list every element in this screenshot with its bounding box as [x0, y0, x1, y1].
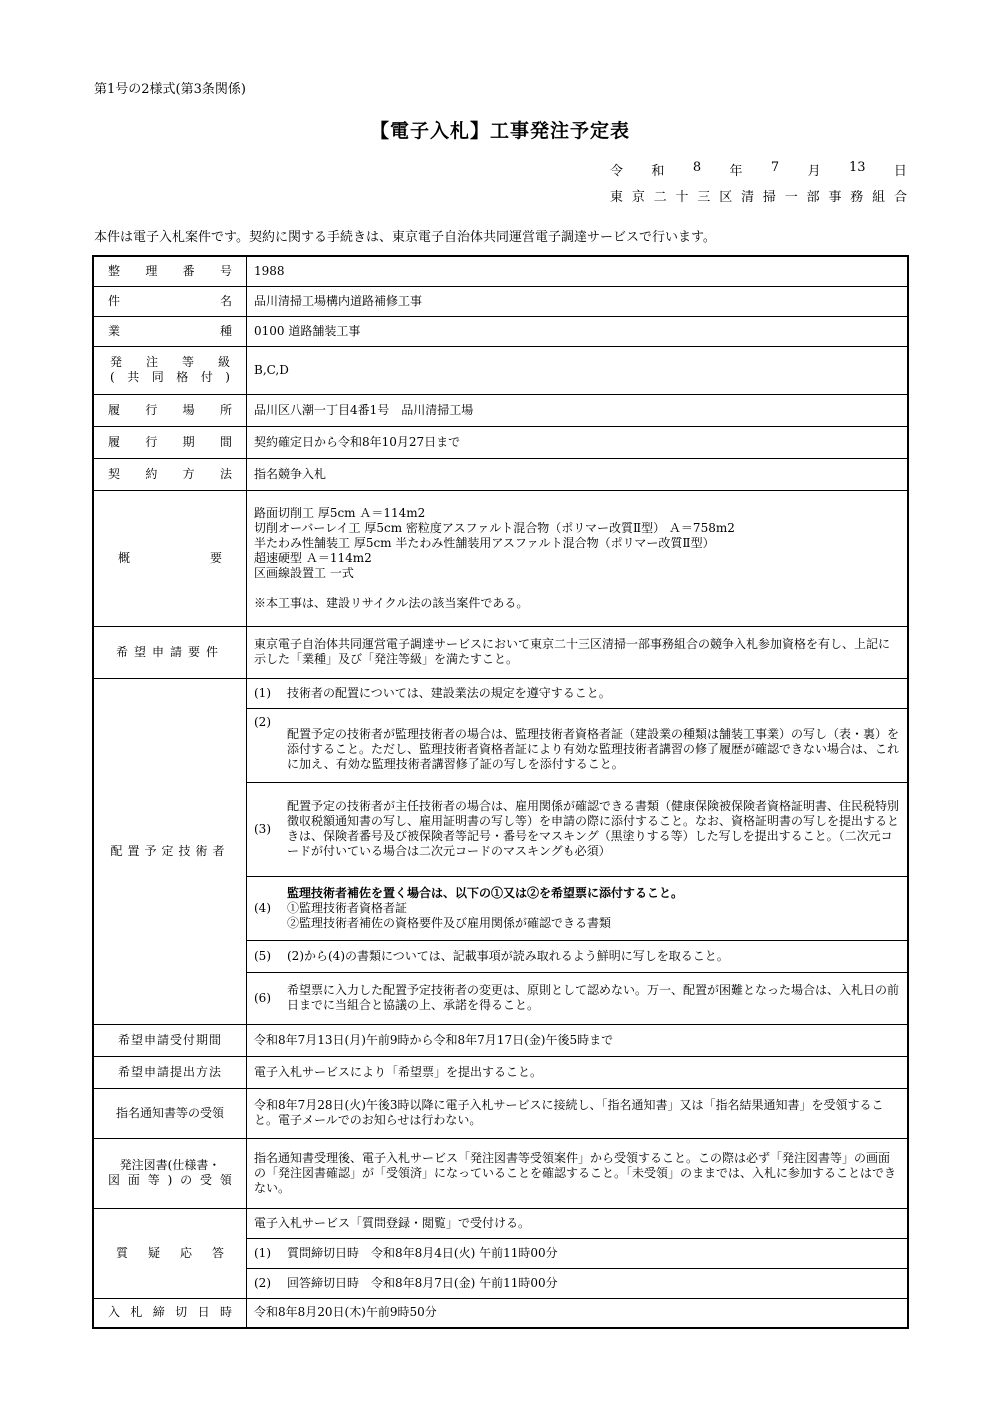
item-text: 質問締切日時 令和8年8月4日(火) 午前11時00分	[287, 1245, 558, 1260]
label-text: 発注図書(仕様書・	[119, 1158, 221, 1172]
label-char: 種	[219, 323, 232, 338]
date-char: 8	[692, 160, 702, 175]
industry-value: 0100 道路舗装工事	[247, 316, 909, 346]
label-text: 指名通知書等の受領	[115, 1105, 224, 1120]
item-number: (1)	[254, 1245, 271, 1260]
table-row	[93, 1056, 908, 1088]
engineer-item-4	[247, 876, 909, 940]
table-row	[93, 458, 908, 490]
label-char: 質	[116, 1245, 129, 1260]
qa-item	[247, 1268, 909, 1298]
org-char: 清	[741, 190, 755, 205]
date-char: 7	[770, 160, 780, 175]
label-char: 概	[118, 550, 131, 565]
item-text: 配置予定の技術者が監理技術者の場合は、監理技術者資格者証（建設業の種類は舗装工事業）の写し（表・裏）を添付すること。ただし、監理技術者資格者証により有効な監理技術者講習の修了履歴が確認できない場合は、これに加え、有効な監理技術者講習修了証の写しを添付すること。	[287, 726, 900, 771]
order-grade-value: B,C,D	[247, 346, 909, 394]
submission-method-value: 電子入札サービスにより「希望票」を提出すること。	[247, 1056, 909, 1088]
label-text: 希望申請要件	[115, 644, 224, 659]
table-row	[93, 256, 908, 286]
label-char: 日	[197, 1305, 210, 1320]
overview-line: 超速硬型 Ａ＝114m2	[254, 550, 372, 565]
item-number: (2)	[254, 714, 271, 729]
org-char: 三	[697, 190, 711, 205]
engineer-item-5	[247, 940, 909, 972]
item-text: 配置予定の技術者が主任技術者の場合は、雇用関係が確認できる書類（健康保険被保険者資格証明書、住民税特別徴収税額通知書の写し、雇用証明書の写し等）を申請の際に添付すること。なお、資格証明書の写しを提出するときは、保険者番号及び被保険者等記号・番号をマスキング（黒塗りする等）した写しを提出すること。（二次元コードが付いている場合は二次元コードのマスキングも必須）	[287, 799, 900, 858]
org-char: 務	[850, 190, 864, 205]
contract-method-value: 指名競争入札	[247, 458, 909, 490]
org-char: 十	[675, 190, 689, 205]
label-char: 名	[219, 293, 232, 308]
label-char: 札	[130, 1305, 143, 1320]
overview-line: 半たわみ性舗装工 厚5cm 半たわみ性舗装用アスファルト混合物（ポリマー改質Ⅱ型）	[254, 535, 715, 550]
date-char: 令	[610, 164, 624, 179]
item-number: (1)	[254, 685, 271, 700]
label-char: 約	[145, 466, 158, 481]
date-char: 13	[848, 160, 866, 175]
org-char: 東	[610, 190, 624, 205]
label-char: 整	[108, 263, 121, 278]
location-value: 品川区八潮一丁目4番1号 品川清掃工場	[247, 394, 909, 426]
item-number: (4)	[254, 900, 271, 915]
org-char: 掃	[762, 190, 776, 205]
label-char: 件	[108, 293, 121, 308]
document-title: 【電子入札】工事発注予定表	[369, 120, 630, 142]
item-number: (2)	[254, 1275, 271, 1290]
label-char: (	[110, 370, 115, 384]
label-char: 契	[108, 466, 121, 481]
row-label	[93, 1208, 247, 1298]
org-char: 二	[653, 190, 667, 205]
label-text: 希望申請提出方法	[117, 1064, 222, 1079]
period-value: 契約確定日から令和8年10月27日まで	[247, 426, 909, 458]
row-label	[93, 1056, 247, 1088]
row-label	[93, 1088, 247, 1138]
order-schedule-table	[92, 255, 909, 1329]
label-char: 発	[110, 355, 123, 369]
label-char: 法	[219, 466, 232, 481]
label-char: 等	[147, 1173, 160, 1187]
label-char: 注	[145, 355, 158, 369]
label-char: 受	[200, 1173, 213, 1187]
item-text: 希望票に入力した配置予定技術者の変更は、原則として認めない。万一、配置が困難となった場合は、入札日の前日までに当組合と協議の上、承諾を得ること。	[287, 983, 900, 1012]
row-label	[93, 1138, 247, 1208]
row-label	[93, 286, 247, 316]
label-char: 締	[152, 1305, 165, 1320]
label-char: 行	[145, 434, 158, 449]
item-number: (5)	[254, 948, 271, 963]
table-row	[93, 286, 908, 316]
item-number: (6)	[254, 990, 271, 1005]
label-char: 付	[200, 370, 213, 384]
org-char: 組	[872, 190, 886, 205]
org-char: 区	[719, 190, 733, 205]
acceptance-period-value: 令和8年7月13日(月)午前9時から令和8年7月17日(金)午後5時まで	[247, 1024, 909, 1056]
label-char: 疑	[147, 1245, 160, 1260]
table-row	[93, 1138, 908, 1208]
recycling-note: ※本工事は、建設リサイクル法の該当案件である。	[254, 595, 529, 610]
bid-deadline-value: 令和8年8月20日(木)午前9時50分	[247, 1298, 909, 1328]
org-char: 合	[893, 190, 907, 205]
label-char: 期	[182, 434, 195, 449]
label-char: 共	[127, 370, 140, 384]
row-label	[93, 490, 247, 626]
label-char: 入	[108, 1305, 121, 1320]
row-label	[93, 426, 247, 458]
overview-line: 区画線設置工 一式	[254, 565, 354, 580]
table-row	[93, 1088, 908, 1138]
label-char: 時	[219, 1305, 232, 1320]
label-char: 履	[108, 402, 121, 417]
label-char: 等	[181, 355, 194, 369]
table-row	[93, 346, 908, 394]
org-char: 一	[784, 190, 798, 205]
label-char: 級	[217, 355, 230, 369]
nomination-notice-value: 令和8年7月28日(火)午後3時以降に電子入札サービスに接続し、「指名通知書」又は「指名結果通知書」を受領すること。電子メールでのお知らせは行わない。	[247, 1088, 909, 1138]
date-char: 年	[729, 164, 743, 179]
label-char: 場	[182, 402, 195, 417]
org-char: 京	[631, 190, 645, 205]
form-number: 第1号の2様式(第3条関係)	[94, 82, 246, 97]
row-label	[93, 678, 247, 1024]
label-char: 行	[145, 402, 158, 417]
table-row	[93, 1024, 908, 1056]
label-char: 応	[179, 1245, 192, 1260]
engineer-item-6	[247, 972, 909, 1024]
table-row	[93, 394, 908, 426]
control-number-value: 1988	[247, 256, 909, 286]
order-documents-value: 指名通知書受理後、電子入札サービス「発注図書等受領案件」から受領すること。この際は必ず「発注図書等」の画面の「発注図書確認」が「受領済」になっていることを確認すること。「未受領」のままでは、入札に参加することはできない。	[247, 1138, 909, 1208]
qa-item	[247, 1238, 909, 1268]
table-row	[93, 316, 908, 346]
label-char: )	[225, 370, 230, 384]
engineer-item-2	[247, 708, 909, 782]
date-char: 和	[651, 164, 665, 179]
org-char: 部	[806, 190, 820, 205]
issue-date	[610, 160, 907, 179]
label-char: 面	[127, 1173, 140, 1187]
org-char: 事	[828, 190, 842, 205]
requirement-value: 東京電子自治体共同運営電子調達サービスにおいて東京二十三区清掃一部事務組合の競争入札参加資格を有し、上記に示した「業種」及び「発注等級」を満たすこと。	[247, 626, 909, 678]
label-char: 格	[176, 370, 189, 384]
overview-line: 切削オーバーレイ工 厚5cm 密粒度アスファルト混合物（ポリマー改質Ⅱ型） Ａ＝758m2	[254, 520, 735, 535]
label-text: 配置予定技術者	[110, 843, 230, 858]
date-char: 月	[807, 164, 821, 179]
label-text: 希望申請受付期間	[117, 1032, 222, 1047]
engineer-item-3	[247, 782, 909, 876]
issuing-organization	[610, 186, 907, 205]
engineer-item-1	[247, 678, 909, 708]
label-char: 理	[145, 263, 158, 278]
row-label	[93, 346, 247, 394]
table-row	[93, 626, 908, 678]
label-char: 要	[209, 550, 222, 565]
qa-intro: 電子入札サービス「質問登録・閲覧」で受付ける。	[247, 1208, 909, 1238]
table-row	[93, 426, 908, 458]
overview-line: 路面切削工 厚5cm Ａ＝114m2	[254, 505, 426, 520]
overview-value	[247, 490, 909, 626]
row-label	[93, 316, 247, 346]
item-text: (2)から(4)の書類については、記載事項が読み取れるよう鮮明に写しを取ること。	[287, 948, 729, 963]
label-char: 所	[219, 402, 232, 417]
project-name-value: 品川清掃工場構内道路補修工事	[247, 286, 909, 316]
row-label	[93, 626, 247, 678]
table-row	[93, 490, 908, 626]
label-char: 領	[219, 1173, 232, 1187]
date-char: 日	[893, 164, 907, 179]
label-char: 業	[108, 323, 121, 338]
table-row	[93, 678, 908, 708]
label-char: 間	[219, 434, 232, 449]
intro-text: 本件は電子入札案件です。契約に関する手続きは、東京電子自治体共同運営電子調達サービスで行います。	[94, 230, 716, 245]
table-row	[93, 1208, 908, 1238]
label-char: の	[180, 1173, 193, 1187]
label-char: 同	[151, 370, 164, 384]
label-char: 図	[108, 1173, 121, 1187]
item-title: 監理技術者補佐を置く場合は、以下の①又は②を希望票に添付すること。	[287, 885, 684, 900]
item-sub: ①監理技術者資格者証	[287, 900, 408, 915]
item-text: 回答締切日時 令和8年8月7日(金) 午前11時00分	[287, 1275, 558, 1290]
row-label	[93, 458, 247, 490]
item-number: (3)	[254, 821, 271, 836]
row-label	[93, 256, 247, 286]
label-char: 番	[182, 263, 195, 278]
label-char: 号	[219, 263, 232, 278]
label-char: )	[167, 1173, 173, 1187]
label-char: 答	[211, 1245, 224, 1260]
label-char: 履	[108, 434, 121, 449]
table-row	[93, 1298, 908, 1328]
item-text: 技術者の配置については、建設業法の規定を遵守すること。	[287, 685, 611, 700]
row-label	[93, 1024, 247, 1056]
row-label	[93, 1298, 247, 1328]
item-sub: ②監理技術者補佐の資格要件及び雇用関係が確認できる書類	[287, 915, 612, 930]
row-label	[93, 394, 247, 426]
label-char: 方	[182, 466, 195, 481]
label-char: 切	[175, 1305, 188, 1320]
